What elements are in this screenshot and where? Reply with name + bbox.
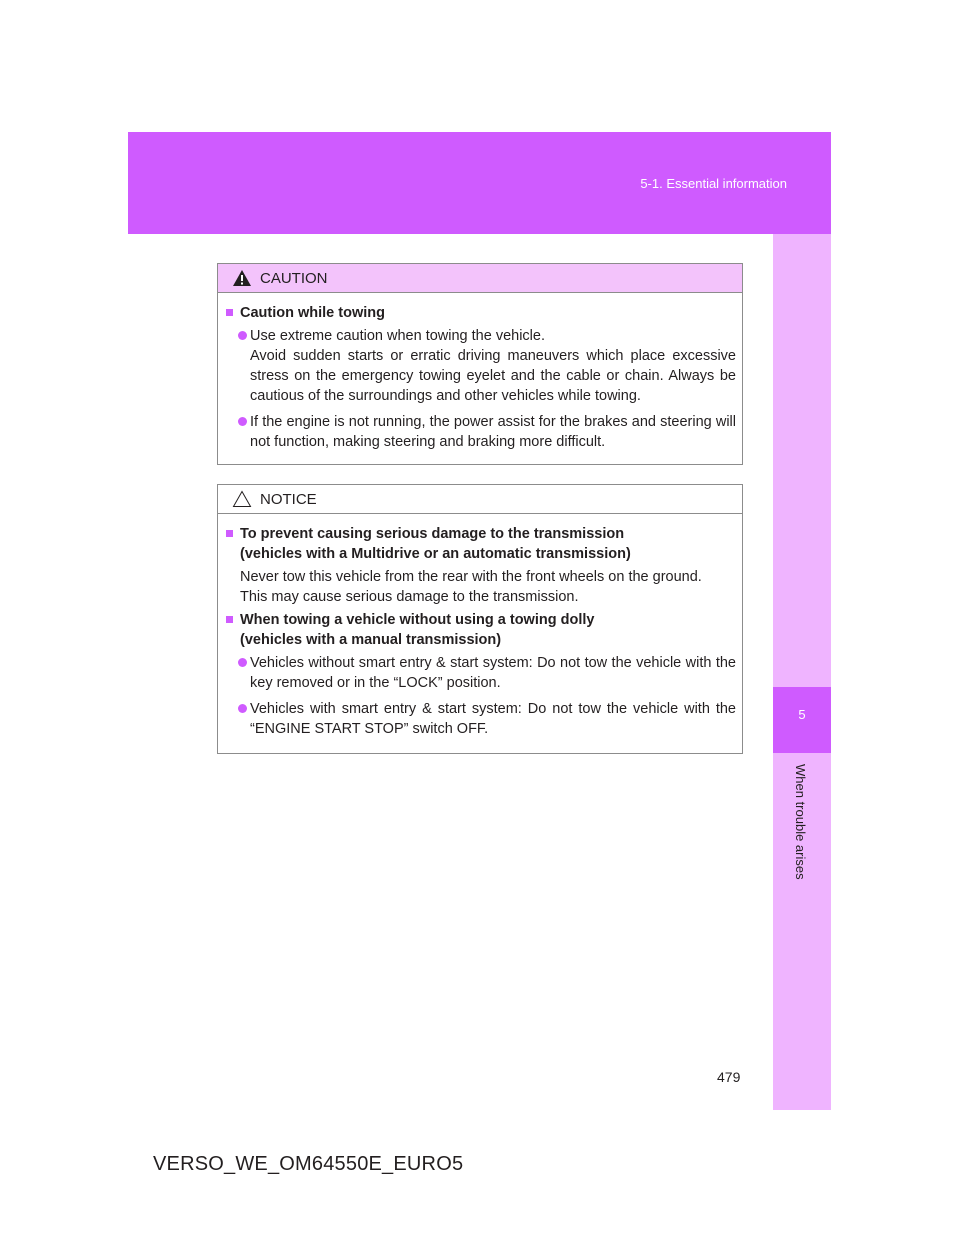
notice-header bbox=[218, 485, 742, 514]
square-bullet-icon bbox=[226, 616, 233, 623]
section-label: 5-1. Essential information bbox=[640, 176, 787, 191]
notice-heading-2: When towing a vehicle without using a towing dolly (vehicles with a manual transmission) bbox=[226, 610, 736, 650]
round-bullet-icon bbox=[238, 704, 247, 713]
chapter-number: 5 bbox=[798, 707, 806, 722]
caution-box bbox=[217, 263, 743, 465]
notice-text-1: Never tow this vehicle from the rear with the front wheels on the ground. This may cause serious damage to the transmission. bbox=[240, 569, 702, 605]
chapter-box bbox=[773, 687, 831, 753]
caution-heading: Caution while towing bbox=[226, 303, 736, 323]
warning-filled-icon bbox=[232, 269, 252, 287]
round-bullet-icon bbox=[238, 658, 247, 667]
round-bullet-icon bbox=[238, 331, 247, 340]
round-bullet-icon bbox=[238, 417, 247, 426]
caution-title: CAUTION bbox=[260, 269, 328, 287]
notice-title: NOTICE bbox=[260, 490, 317, 508]
caution-bullet-1: Use extreme caution when towing the vehicle. Avoid sudden starts or erratic driving maneuvers which place excessive stress on the emergency towing eyelet and the cable or chain. Always be cautious of the surroundings and other vehicles while towing. bbox=[226, 326, 736, 406]
square-bullet-icon bbox=[226, 530, 233, 537]
document-code: VERSO_WE_OM64550E_EURO5 bbox=[153, 1153, 464, 1175]
notice-bullet-1: Vehicles without smart entry & start system: Do not tow the vehicle with the key removed or in the “LOCK” position. bbox=[226, 653, 736, 693]
page-number: 479 bbox=[717, 1069, 741, 1085]
caution-header bbox=[218, 264, 742, 293]
notice-box bbox=[217, 484, 743, 754]
caution-bullet-2: If the engine is not running, the power assist for the brakes and steering will not function, making steering and braking more difficult. bbox=[226, 412, 736, 452]
chapter-title: When trouble arises bbox=[793, 764, 808, 880]
header-band bbox=[128, 132, 831, 234]
square-bullet-icon bbox=[226, 309, 233, 316]
notice-bullet-2: Vehicles with smart entry & start system: Do not tow the vehicle with the “ENGINE START STOP” switch OFF. bbox=[226, 699, 736, 739]
warning-outline-icon bbox=[232, 490, 252, 508]
notice-heading-1: To prevent causing serious damage to the transmission (vehicles with a Multidrive or an automatic transmission) bbox=[226, 524, 736, 564]
side-tab bbox=[773, 234, 831, 1110]
